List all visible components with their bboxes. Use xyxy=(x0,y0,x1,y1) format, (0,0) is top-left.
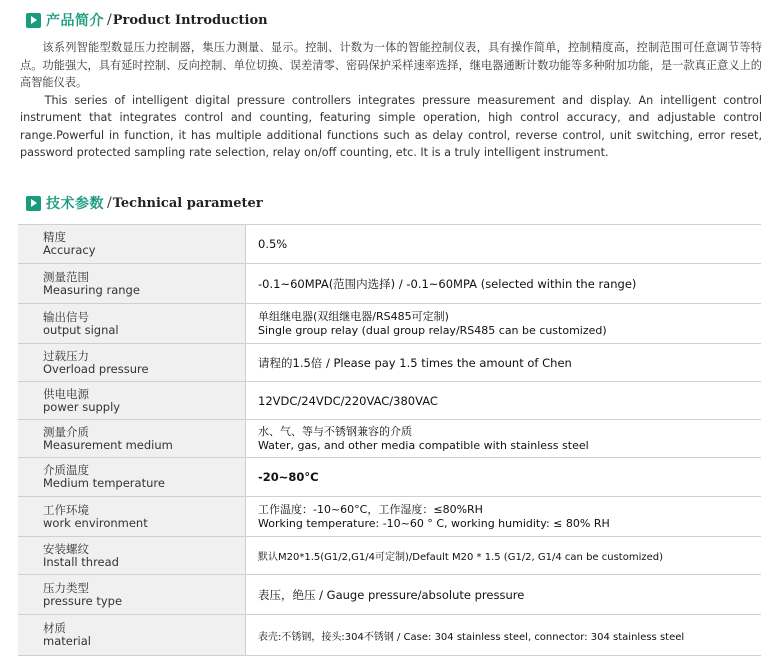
param-label-cell xyxy=(18,225,246,263)
param-label-zh: 输出信号 xyxy=(43,309,89,324)
param-value-cell xyxy=(246,575,761,614)
play-icon xyxy=(26,196,41,211)
param-value-line-en: Working temperature: -10~60 ° C, working humidity: ≤ 80% RH xyxy=(258,516,610,530)
table-row xyxy=(18,225,761,264)
param-value-line-zh: 水、气、等与不锈钢兼容的介质 xyxy=(258,424,412,438)
param-label-en: material xyxy=(43,634,91,648)
param-label-cell xyxy=(18,420,246,457)
param-value-cell xyxy=(246,344,761,381)
param-label-en: Overload pressure xyxy=(43,361,149,376)
param-label-en: power supply xyxy=(43,399,121,414)
intro-paragraph-en: This series of intelligent digital pressure controllers integrates pressure measurement and display. An intelligent control instrument that integrates control and counting, featuring simple operation, high control accuracy, and adjustable control range.Powerful in function, it has multiple additional functions such as delay control, reverse control, unit switching, error reset, password protected sampling rate selection, relay on/off counting, etc. It is a truly intelligent instrument. xyxy=(20,93,762,159)
play-icon xyxy=(26,13,41,28)
param-label-en: output signal xyxy=(43,322,119,337)
param-value-cell xyxy=(246,225,761,263)
param-label-cell xyxy=(18,575,246,614)
param-label-en: Install thread xyxy=(43,554,119,569)
table-row xyxy=(18,344,761,382)
param-value-cell xyxy=(246,420,761,457)
table-row xyxy=(18,264,761,304)
param-value: 表压，绝压 / Gauge pressure/absolute pressure xyxy=(258,587,525,602)
table-row xyxy=(18,615,761,656)
tech-title-separator: / xyxy=(107,195,112,211)
tech-title-zh: 技术参数 xyxy=(46,196,104,212)
param-label-cell xyxy=(18,382,246,419)
intro-text-block xyxy=(20,39,762,162)
param-value-cell xyxy=(246,264,761,303)
param-value-cell xyxy=(246,458,761,496)
param-value-cell xyxy=(246,537,761,574)
param-label-zh: 供电电源 xyxy=(43,386,89,401)
intro-title-en: Product Introduction xyxy=(112,12,268,28)
table-row xyxy=(18,420,761,458)
param-value: 0.5% xyxy=(258,237,288,251)
param-value-line-zh: 单组继电器(双组继电器/RS485可定制) xyxy=(258,309,449,323)
param-value: 表壳:不锈钢，接头:304不锈钢 / Case: 304 stainless steel, connector: 304 stainless steel xyxy=(258,631,685,643)
param-value-line-en: Water, gas, and other media compatible with stainless steel xyxy=(258,438,589,452)
param-label-zh: 介质温度 xyxy=(43,463,89,477)
parameter-table xyxy=(18,224,761,656)
param-value: 默认M20*1.5(G1/2,G1/4可定制)/Default M20 * 1.5 (G1/2, G1/4 can be customized) xyxy=(258,552,663,563)
table-row xyxy=(18,537,761,575)
param-label-en: Accuracy xyxy=(43,243,96,257)
param-value-cell xyxy=(246,304,761,343)
table-row xyxy=(18,575,761,615)
param-value-line-en: Single group relay (dual group relay/RS485 can be customized) xyxy=(258,323,607,337)
param-value: -20~80°C xyxy=(258,470,319,484)
tech-section-title xyxy=(26,193,263,213)
intro-section-title xyxy=(26,10,268,30)
param-label-cell xyxy=(18,497,246,536)
table-row xyxy=(18,304,761,344)
param-label-zh: 过载压力 xyxy=(43,348,89,363)
param-label-zh: 压力类型 xyxy=(43,580,89,595)
table-row xyxy=(18,497,761,537)
param-label-en: work environment xyxy=(43,515,148,530)
param-value: 12VDC/24VDC/220VAC/380VAC xyxy=(258,393,438,408)
param-label-cell xyxy=(18,304,246,343)
param-label-zh: 测量介质 xyxy=(43,424,89,439)
intro-paragraph-zh: 该系列智能型数显压力控制器，集压力测量、显示。控制、计数为一体的智能控制仪表，具有操作简单，控制精度高，控制范围可任意调节等特点。功能强大，具有延时控制、反向控制、单位切换、误差清零、密码保护采样速率选择，继电器通断计数功能等多种附加功能，是一款真正意义上的高智能仪表。 xyxy=(20,41,762,89)
intro-title-separator: / xyxy=(107,12,112,28)
param-label-cell xyxy=(18,537,246,574)
intro-title-zh: 产品简介 xyxy=(46,13,104,29)
param-label-en: Measuring range xyxy=(43,282,140,297)
param-value-line-zh: 工作温度：-10~60°C，工作湿度：≤80%RH xyxy=(258,502,483,516)
param-label-zh: 安装螺纹 xyxy=(43,541,89,556)
param-value: 请程的1.5倍 / Please pay 1.5 times the amount of Chen xyxy=(258,355,572,370)
param-label-cell xyxy=(18,458,246,496)
param-label-zh: 测量范围 xyxy=(43,269,89,284)
table-row xyxy=(18,382,761,420)
param-value-cell xyxy=(246,382,761,419)
param-label-en: Medium temperature xyxy=(43,476,165,490)
param-value-cell xyxy=(246,615,761,655)
tech-title-en: Technical parameter xyxy=(112,195,263,211)
param-label-en: pressure type xyxy=(43,593,123,608)
param-label-zh: 精度 xyxy=(43,230,66,244)
param-value-cell xyxy=(246,497,761,536)
param-label-zh: 材质 xyxy=(43,621,66,635)
table-row xyxy=(18,458,761,497)
param-label-cell xyxy=(18,264,246,303)
param-label-cell xyxy=(18,615,246,655)
param-label-cell xyxy=(18,344,246,381)
param-label-en: Measurement medium xyxy=(43,437,173,452)
param-label-zh: 工作环境 xyxy=(43,502,89,517)
param-value: -0.1~60MPA(范围内选择) / -0.1~60MPA (selected within the range) xyxy=(258,276,637,291)
